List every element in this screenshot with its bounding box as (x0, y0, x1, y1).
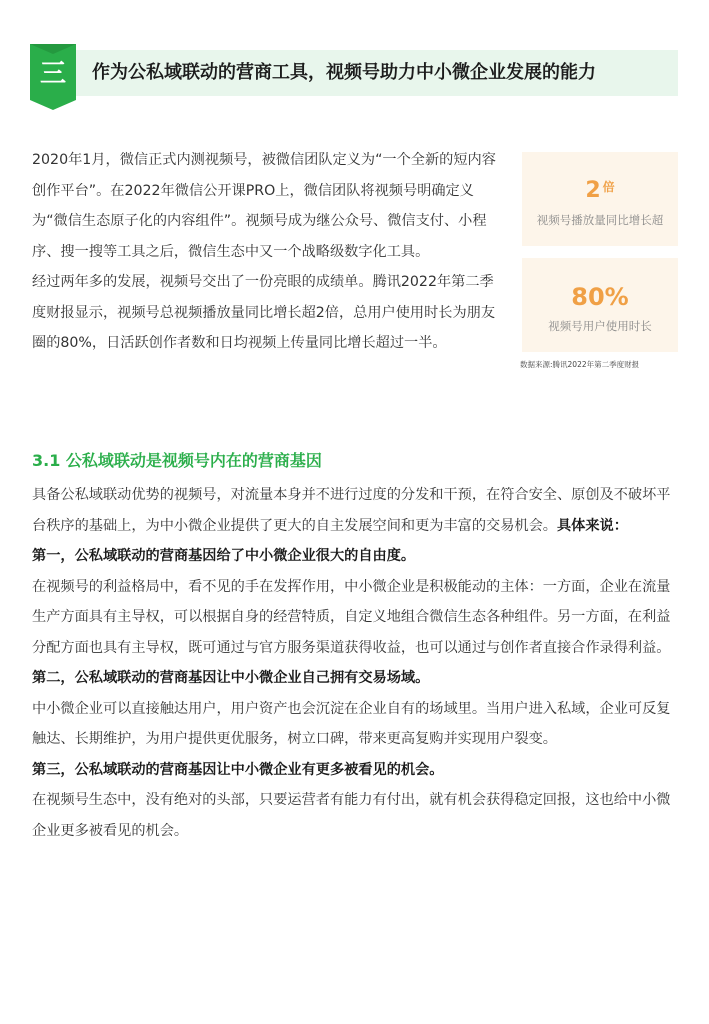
point-2-title: 第二，公私域联动的营商基因让中小微企业自己拥有交易场域。 (32, 670, 430, 686)
stat-card-usage-time (522, 258, 678, 352)
intro-paragraph-2: 经过两年多的发展，视频号交出了一份亮眼的成绩单。腾讯2022年第二季度财报显示，视频号总视频播放量同比增长超2倍，总用户使用时长为朋友圈的80%，日活跃创作者数和日均视频上传量同比增长超过一半。 (32, 274, 496, 351)
point-3-title: 第三，公私域联动的营商基因让中小微企业有更多被看见的机会。 (32, 761, 444, 778)
stat-unit: 倍 (602, 180, 615, 194)
stat-value (522, 284, 678, 310)
intro-paragraph-1: 2020年1月，微信正式内测视频号，被微信团队定义为“一个全新的短内容创作平台”。在2022年微信公开课PRO上，微信团队将视频号明确定义为“微信生态原子化的内容组件”。视频号成为继公众号、微信支付、小程序、搜一搜等工具之后，微信生态中又一个战略级数字化工具。 (32, 152, 496, 260)
lead-text: 具备公私域联动优势的视频号，对流量本身并不进行过度的分发和干预，在符合安全、原创及不破坏平台秩序的基础上，为中小微企业提供了更大的自主发展空间和更为丰富的交易机会。 (32, 487, 671, 534)
stat-card-play-growth (522, 152, 678, 246)
stat-number: 80% (571, 283, 629, 311)
point-2-text: 中小微企业可以直接触达用户，用户资产也会沉淀在企业自有的场域里。当用户进入私域，企业可反复触达、长期维护，为用户提供更优服务，树立口碑，带来更高复购并实现用户裂变。 (32, 700, 671, 747)
section-header (30, 44, 678, 108)
section-number: 三 (39, 59, 66, 89)
stat-label: 视频号播放量同比增长超 (536, 213, 664, 227)
point-1-text: 在视频号的利益格局中，看不见的手在发挥作用，中小微企业是积极能动的主体：一方面，企业在流量生产方面具有主导权，可以根据自身的经营特质，自定义地组合微信生态各种组件。另一方面，在利益分配方面也具有主导权，既可通过与官方服务渠道获得收益，也可以通过与创作者直接合作录得利益。 (32, 578, 671, 656)
section-body (32, 480, 680, 846)
point-3-text: 在视频号生态中，没有绝对的头部，只要运营者有能力有付出，就有机会获得稳定回报，这也给中小微企业更多被看见的机会。 (32, 792, 671, 839)
stat-number: 2 (585, 178, 601, 203)
stat-label: 视频号用户使用时长 (548, 319, 652, 333)
subsection-heading: 3.1 公私域联动是视频号内在的营商基因 (32, 451, 322, 470)
section-number-badge (30, 44, 76, 110)
point-1-title: 第一，公私域联动的营商基因给了中小微企业很大的自由度。 (32, 548, 416, 564)
data-source-note: 数据来源:腾讯2022年第二季度财报 (520, 360, 640, 369)
intro-text (32, 145, 502, 359)
lead-bold-text: 具体来说： (556, 517, 628, 534)
section-title: 作为公私域联动的营商工具，视频号助力中小微企业发展的能力 (92, 62, 596, 83)
lead-paragraph (32, 480, 680, 541)
stat-value (522, 174, 678, 204)
